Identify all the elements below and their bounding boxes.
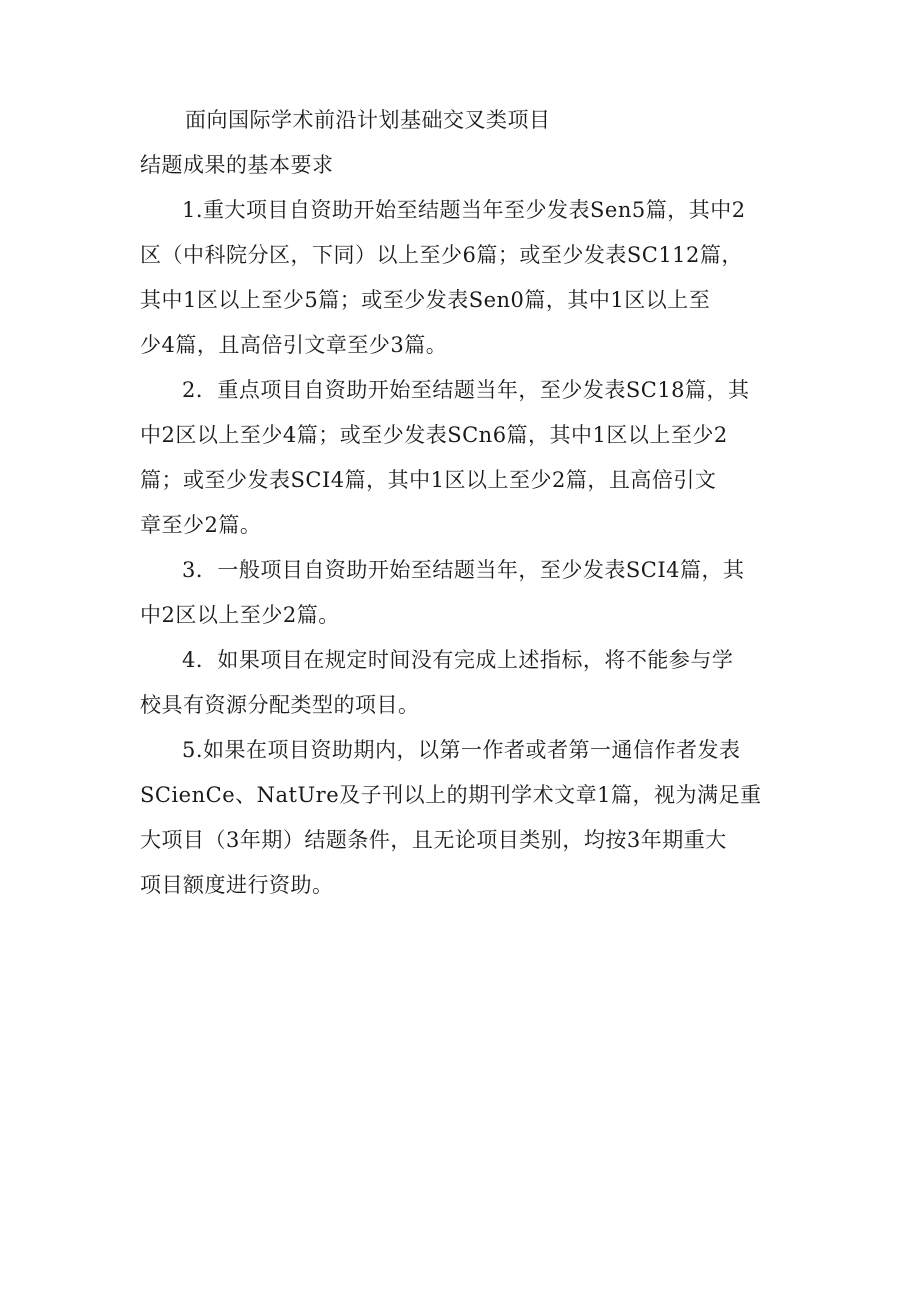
paragraph-line: 项目额度进行资助。 [140, 873, 334, 897]
title-line-2: 结题成果的基本要求 [140, 153, 334, 177]
document-body [140, 98, 790, 908]
paragraph-line: 校具有资源分配类型的项目。 [140, 693, 420, 717]
paragraph-line: 章至少2篇。 [140, 513, 262, 537]
title-line-1: 面向国际学术前沿计划基础交叉类项目 [185, 108, 551, 132]
paragraph-line: 篇；或至少发表SCI4篇，其中1区以上至少2篇，且高倍引文 [140, 468, 717, 492]
paragraph-1 [140, 188, 790, 368]
paragraph-2 [140, 368, 790, 548]
paragraph-line: 中2区以上至少4篇；或至少发表SCn6篇，其中1区以上至少2 [140, 423, 728, 447]
paragraph-line: 4．如果项目在规定时间没有完成上述指标，将不能参与学 [182, 648, 734, 672]
paragraph-line: 中2区以上至少2篇。 [140, 603, 340, 627]
paragraph-line: SCienCe、NatUre及子刊以上的期刊学术文章1篇，视为满足重 [140, 783, 762, 807]
paragraph-line: 2．重点项目自资助开始至结题当年，至少发表SC18篇，其 [182, 378, 750, 402]
paragraph-3 [140, 548, 790, 638]
paragraph-4 [140, 638, 790, 728]
paragraph-5 [140, 728, 790, 908]
paragraph-line: 少4篇，且高倍引文章至少3篇。 [140, 333, 448, 357]
paragraph-line: 区（中科院分区，下同）以上至少6篇；或至少发表SC112篇， [140, 243, 743, 267]
paragraph-line: 5.如果在项目资助期内，以第一作者或者第一通信作者发表 [182, 738, 741, 762]
paragraph-line: 大项目（3年期）结题条件，且无论项目类别，均按3年期重大 [140, 828, 727, 852]
paragraph-line: 其中1区以上至少5篇；或至少发表Sen0篇，其中1区以上至 [140, 288, 711, 312]
paragraph-line: 3．一般项目自资助开始至结题当年，至少发表SCI4篇，其 [182, 558, 745, 582]
paragraph-line: 1.重大项目自资助开始至结题当年至少发表Sen5篇，其中2 [182, 198, 746, 222]
